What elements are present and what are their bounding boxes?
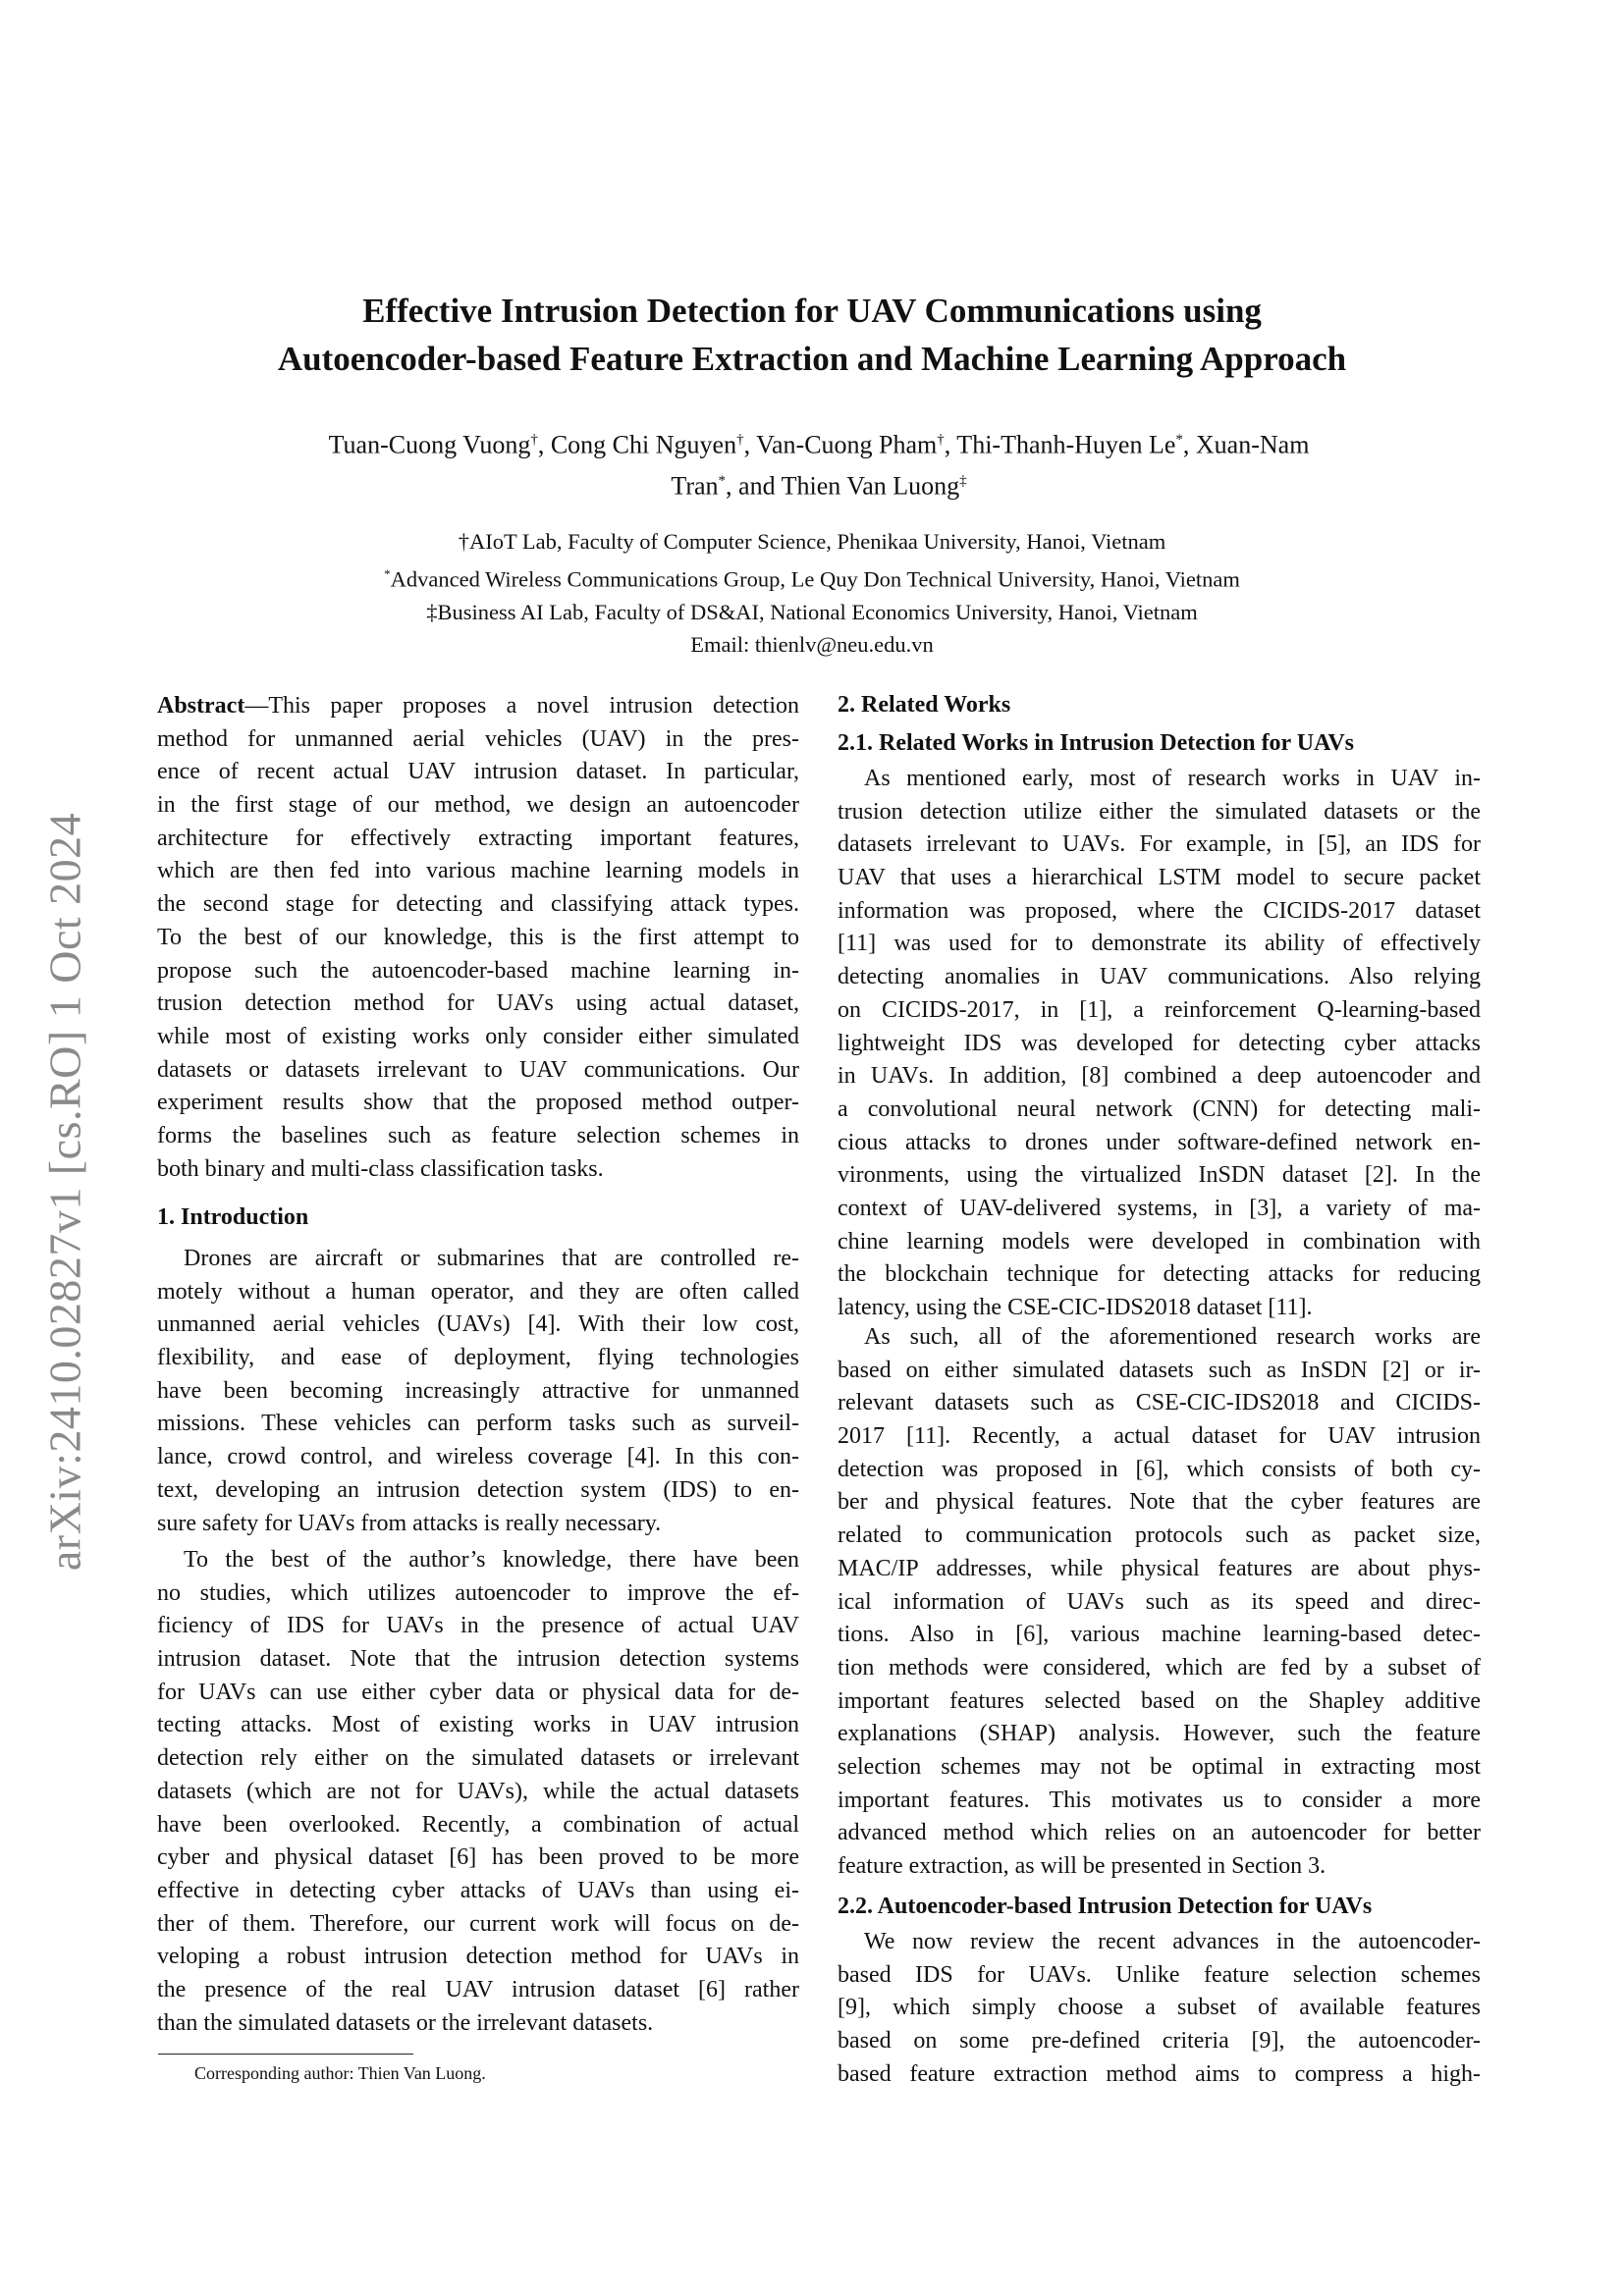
text-line: vironments, using the virtualized InSDN dataset [2]. In the: [838, 1162, 1481, 1189]
text-line: lightweight IDS was developed for detecting cyber attacks: [838, 1030, 1481, 1056]
text-line: context of UAV-delivered systems, in [3], a variety of ma-: [838, 1195, 1481, 1221]
text-line: detection was proposed in [6], which consists of both cy-: [838, 1456, 1481, 1482]
text-line: information was proposed, where the CICIDS-2017 dataset: [838, 897, 1481, 924]
text-line: the presence of the real UAV intrusion dataset [6] rather: [157, 1976, 799, 2002]
affil-mark: †: [736, 432, 744, 448]
text-line: To the best of the author’s knowledge, there have been: [184, 1547, 799, 1573]
section-heading-introduction: 1. Introduction: [157, 1204, 309, 1230]
affil-mark: †: [937, 432, 945, 448]
text-line: architecture for effectively extracting important features,: [157, 825, 799, 851]
text-line: As such, all of the aforementioned research works are: [864, 1324, 1481, 1350]
author-name: , and Thien Van Luong: [726, 471, 960, 501]
text-line: the second stage for detecting and classifying attack types.: [157, 891, 799, 918]
email[interactable]: Email: thienlv@neu.edu.vn: [690, 631, 934, 657]
text-line: We now review the recent advances in the autoencoder-: [864, 1929, 1481, 1954]
text-line: experiment results show that the proposed method outper-: [157, 1090, 799, 1116]
text-line: cious attacks to drones under software-defined network en-: [838, 1129, 1481, 1155]
text-line: which are then fed into various machine learning models in: [157, 858, 799, 884]
title-line: Effective Intrusion Detection for UAV Communications using: [362, 292, 1262, 330]
text-line: ficiency of IDS for UAVs in the presence of actual UAV: [157, 1613, 799, 1639]
paper-title: [0, 287, 1624, 383]
text-line: based feature extraction method aims to compress a high-: [838, 2060, 1481, 2087]
text-line: ence of recent actual UAV intrusion dataset. In particular,: [157, 759, 799, 785]
text-line: relevant datasets such as CSE-CIC-IDS2018 and CICIDS-: [838, 1390, 1481, 1416]
text-line: unmanned aerial vehicles (UAVs) [4]. With their low cost,: [157, 1311, 799, 1338]
author-list: [157, 422, 1481, 504]
related-paragraph-1: [838, 763, 1481, 1325]
related-paragraph-2: [838, 1321, 1481, 1884]
text-line: based IDS for UAVs. Unlike feature selection schemes: [838, 1961, 1481, 1988]
abstract-label: Abstract: [157, 693, 245, 719]
text-line: motely without a human operator, and they are often called: [157, 1278, 799, 1305]
text-line: related to communication protocols such as packet size,: [838, 1522, 1481, 1549]
affil-mark: ‡: [959, 472, 967, 489]
text-line: datasets or datasets irrelevant to UAV communications. Our: [157, 1056, 799, 1083]
affil-mark: †: [530, 432, 538, 448]
text-line: ther of them. Therefore, our current work will focus on de-: [157, 1910, 799, 1937]
text-line: trusion detection method for UAVs using actual dataset,: [157, 990, 799, 1017]
text-line: lance, crowd control, and wireless coverage [4]. In this con-: [157, 1444, 799, 1470]
text-line: ical information of UAVs such as its speed and direc-: [838, 1588, 1481, 1615]
text-line: MAC/IP addresses, while physical features are about phys-: [838, 1555, 1481, 1581]
text-line: advanced method which relies on an autoencoder for better: [838, 1820, 1481, 1846]
text-line: tions. Also in [6], various machine learning-based detec-: [838, 1622, 1481, 1648]
author-name: Tran: [671, 471, 719, 501]
author-name: , Thi-Thanh-Huyen Le: [944, 430, 1176, 459]
subsection-heading-2-1: 2.1. Related Works in Intrusion Detection for UAVs: [838, 730, 1355, 756]
text-line: important features selected based on the Shapley additive: [838, 1687, 1481, 1714]
text-line: the blockchain technique for detecting attacks for reducing: [838, 1261, 1481, 1288]
text-line: As mentioned early, most of research works in UAV in-: [864, 766, 1481, 791]
text-line: method for unmanned aerial vehicles (UAV) in the pres-: [157, 725, 799, 752]
text-line: text, developing an intrusion detection system (IDS) to en-: [157, 1476, 799, 1503]
affiliation: ‡Business AI Lab, Faculty of DS&AI, National Economics University, Hanoi, Vietnam: [426, 599, 1198, 624]
text-line: UAV that uses a hierarchical LSTM model to secure packet: [838, 865, 1481, 891]
footnote-divider: [158, 2054, 413, 2055]
text-line: detection rely either on the simulated datasets or irrelevant: [157, 1745, 799, 1772]
intro-paragraph-1: [157, 1243, 799, 1540]
affiliation-text: Advanced Wireless Communications Group, Le Quy Don Technical University, Hanoi, Vietnam: [390, 566, 1240, 592]
text-line: both binary and multi-class classification tasks.: [157, 1155, 604, 1182]
text-line: sure safety for UAVs from attacks is really necessary.: [157, 1510, 662, 1536]
text-line: veloping a robust intrusion detection method for UAVs in: [157, 1944, 799, 1970]
text-line: selection schemes may not be optimal in extracting most: [838, 1753, 1481, 1780]
text-line: no studies, which utilizes autoencoder to improve the ef-: [157, 1579, 799, 1606]
arxiv-stamp: arXiv:2410.02827v1 [cs.RO] 1 Oct 2024: [39, 812, 90, 1572]
text-line: for UAVs can use either cyber data or physical data for de-: [157, 1679, 799, 1705]
text-line: detecting anomalies in UAV communications. Also relying: [838, 964, 1481, 990]
text-line: missions. These vehicles can perform tasks such as surveil-: [157, 1411, 799, 1437]
related-paragraph-3: [838, 1926, 1481, 2091]
text-line: propose such the autoencoder-based machine learning in-: [157, 957, 799, 984]
text-line: based on some pre-defined criteria [9], the autoencoder-: [838, 2028, 1481, 2055]
affil-mark: *: [384, 566, 391, 581]
author-line: [157, 422, 1481, 463]
text-line: effective in detecting cyber attacks of UAVs than using ei-: [157, 1877, 799, 1903]
affiliations: [0, 525, 1624, 661]
text-line: [11] was used for to demonstrate its ability of effectively: [838, 931, 1481, 957]
title-line: Autoencoder-based Feature Extraction and Machine Learning Approach: [277, 340, 1347, 378]
text-line: while most of existing works only consider either simulated: [157, 1023, 799, 1049]
text-line: forms the baselines such as feature selection schemes in: [157, 1122, 799, 1148]
text-line: Abstract—This paper proposes a novel intrusion detection: [157, 693, 799, 719]
text-line: a convolutional neural network (CNN) for detecting mali-: [838, 1095, 1481, 1122]
text-line: important features. This motivates us to consider a more: [838, 1787, 1481, 1813]
author-name: , Xuan-Nam: [1182, 430, 1310, 459]
author-name: , Van-Cuong Pham: [743, 430, 938, 459]
text-line: 2017 [11]. Recently, a actual dataset for UAV intrusion: [838, 1423, 1481, 1450]
author-name: , Cong Chi Nguyen: [537, 430, 737, 459]
affiliation: [0, 558, 1624, 596]
text-line: trusion detection utilize either the simulated datasets or the: [838, 798, 1481, 825]
affiliation: †AIoT Lab, Faculty of Computer Science, Phenikaa University, Hanoi, Vietnam: [458, 529, 1166, 554]
text-line: latency, using the CSE-CIC-IDS2018 dataset [11].: [838, 1295, 1313, 1320]
text-line: Drones are aircraft or submarines that are controlled re-: [184, 1246, 799, 1271]
text-line: on CICIDS-2017, in [1], a reinforcement Q-learning-based: [838, 996, 1481, 1023]
section-heading-related-works: 2. Related Works: [838, 692, 1011, 718]
text-line: tion methods were considered, which are fed by a subset of: [838, 1654, 1481, 1681]
text-line: datasets (which are not for UAVs), while the actual datasets: [157, 1778, 799, 1804]
text-line: tecting attacks. Most of existing works in UAV intrusion: [157, 1712, 799, 1738]
footnote: Corresponding author: Thien Van Luong.: [194, 2063, 486, 2083]
text-line: have been becoming increasingly attractive for unmanned: [157, 1377, 799, 1404]
author-line: [157, 463, 1481, 505]
text-line: [9], which simply choose a subset of available features: [838, 1995, 1481, 2021]
text-line: feature extraction, as will be presented in Section 3.: [838, 1853, 1326, 1879]
text-line: To the best of our knowledge, this is the first attempt to: [157, 924, 799, 950]
text-line: explanations (SHAP) analysis. However, such the feature: [838, 1721, 1481, 1747]
intro-paragraph-2: [157, 1544, 799, 2040]
text-line: intrusion dataset. Note that the intrusion detection systems: [157, 1646, 799, 1673]
text-line: cyber and physical dataset [6] has been proved to be more: [157, 1844, 799, 1871]
author-name: Tuan-Cuong Vuong: [328, 430, 531, 459]
text-line: in UAVs. In addition, [8] combined a deep autoencoder and: [838, 1063, 1481, 1090]
text-line: datasets irrelevant to UAVs. For example, in [5], an IDS for: [838, 831, 1481, 858]
affil-mark: *: [1175, 432, 1183, 448]
text-line: than the simulated datasets or the irrelevant datasets.: [157, 2009, 654, 2036]
text-line: ber and physical features. Note that the cyber features are: [838, 1489, 1481, 1516]
affil-mark: *: [718, 472, 727, 489]
text-line: chine learning models were developed in combination with: [838, 1228, 1481, 1255]
abstract: [157, 690, 799, 1186]
text-line: have been overlooked. Recently, a combination of actual: [157, 1811, 799, 1838]
text-line: based on either simulated datasets such as InSDN [2] or ir-: [838, 1357, 1481, 1383]
text-line: flexibility, and ease of deployment, flying technologies: [157, 1345, 799, 1371]
text-line: in the first stage of our method, we design an autoencoder: [157, 792, 799, 819]
subsection-heading-2-2: 2.2. Autoencoder-based Intrusion Detection for UAVs: [838, 1894, 1373, 1919]
